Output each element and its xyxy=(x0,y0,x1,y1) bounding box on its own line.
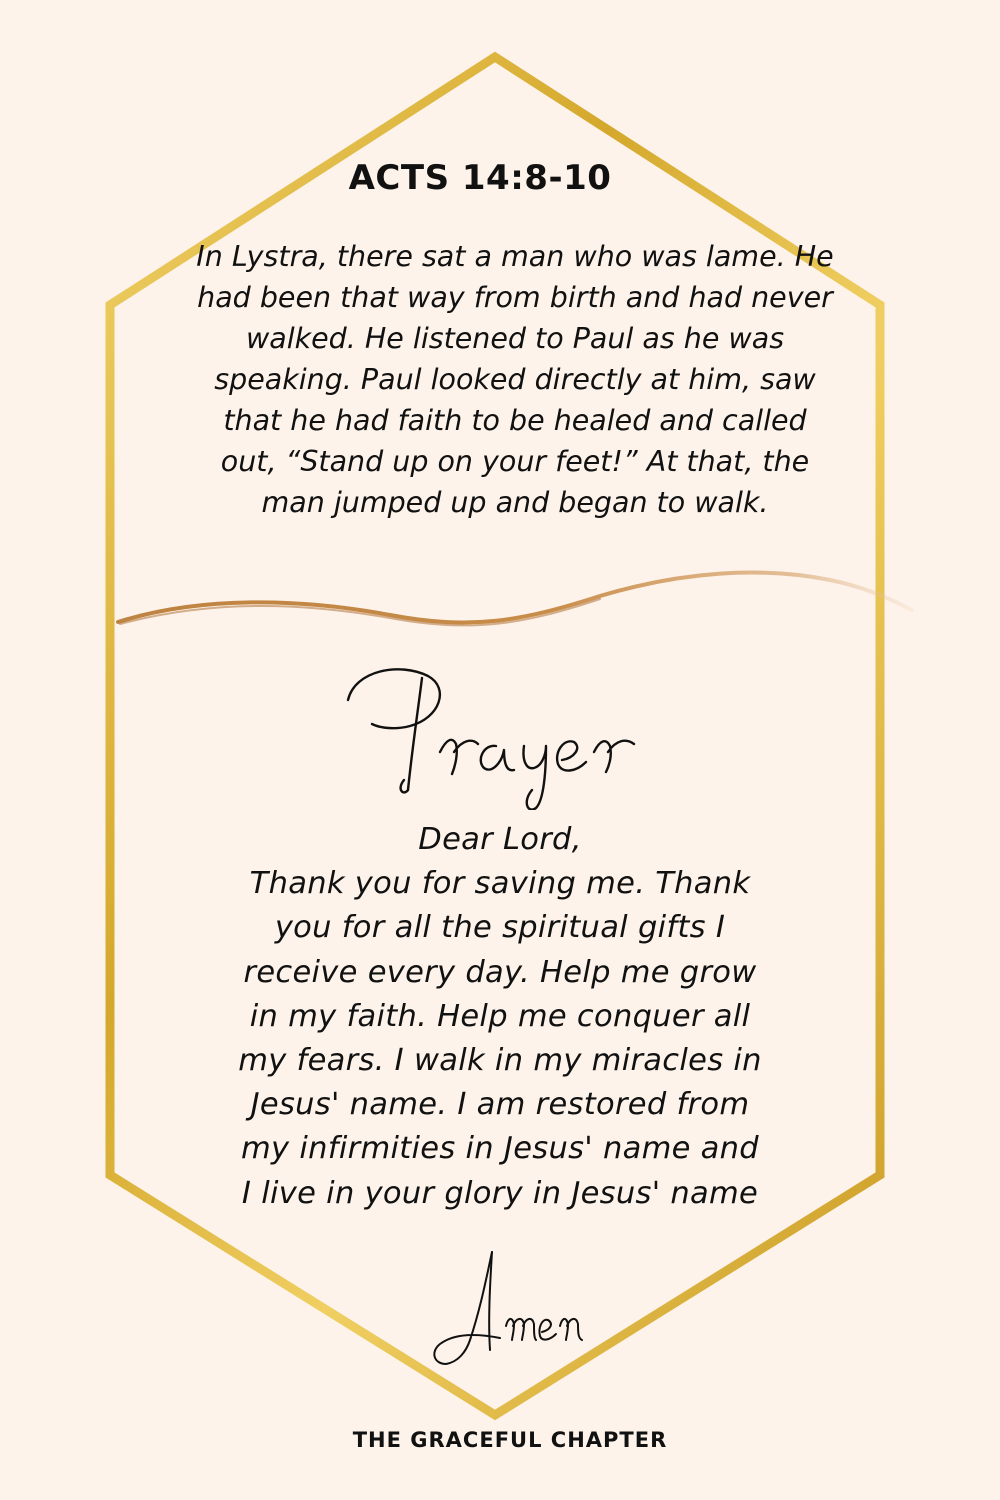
prayer-line: Jesus' name. I am restored from xyxy=(250,1087,750,1123)
amen-script-lettering xyxy=(410,1240,590,1380)
brand-footer: THE GRACEFUL CHAPTER xyxy=(352,1428,668,1452)
prayer-line: receive every day. Help me grow xyxy=(243,954,757,990)
verse-text: In Lystra, there sat a man who was lame. He had been that way from birth and had never walked. He listened to Paul as he was speaking. Paul looked directly at him, saw that he had faith to be healed and called out, “Stand up on your feet!” At that, the man jumped up and began to walk. xyxy=(196,240,834,519)
prayer-title xyxy=(300,640,700,810)
verse-reference: ACTS 14:8-10 xyxy=(348,158,612,198)
brush-stroke-divider xyxy=(118,573,912,623)
prayer-line: my infirmities in Jesus' name and xyxy=(241,1131,759,1167)
prayer-line: Dear Lord, xyxy=(418,822,582,857)
prayer-line: you for all the spiritual gifts I xyxy=(274,910,726,946)
prayer-script-lettering xyxy=(300,640,700,810)
prayer-line: Thank you for saving me. Thank xyxy=(249,866,751,902)
prayer-line: my fears. I walk in my miracles in xyxy=(238,1043,762,1079)
prayer-line: I live in your glory in Jesus' name xyxy=(241,1175,759,1211)
prayer-body xyxy=(180,818,820,1216)
prayer-line: in my faith. Help me conquer all xyxy=(249,998,751,1034)
amen-closing xyxy=(410,1240,590,1380)
